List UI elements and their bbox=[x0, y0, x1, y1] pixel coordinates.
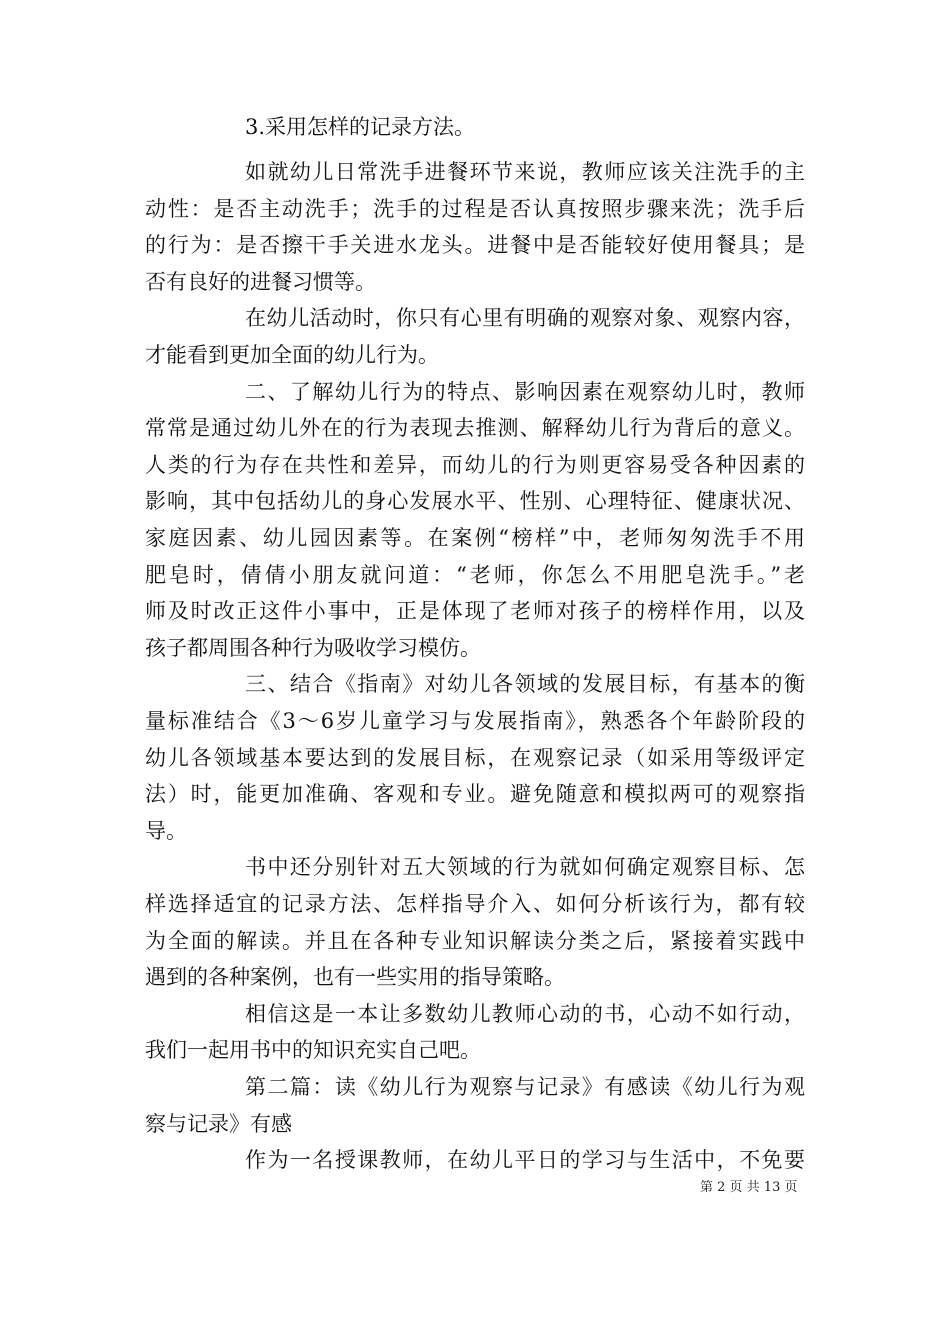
text-line: 遇到的各种案例，也有一些实用的指导策略。 bbox=[145, 965, 565, 990]
text-line: 导。 bbox=[145, 818, 187, 843]
text-line: 师及时改正这件小事中，正是体现了老师对孩子的榜样作用，以及 bbox=[145, 599, 805, 624]
text-line: 相信这是一本让多数幼儿教师心动的书，心动不如行动， bbox=[245, 1001, 805, 1026]
text-line: 样选择适宜的记录方法、怎样指导介入、如何分析该行为，都有较 bbox=[145, 892, 805, 916]
text-line: 孩子都周围各种行为吸收学习模仿。 bbox=[145, 635, 481, 660]
text-line: 书中还分别针对五大领域的行为就如何确定观察目标、怎 bbox=[245, 855, 805, 880]
text-line: 常常是通过幼儿外在的行为表现去推测、解释幼儿行为背后的意义。 bbox=[145, 416, 805, 441]
text-line: 二、了解幼儿行为的特点、影响因素在观察幼儿时，教师 bbox=[245, 379, 805, 404]
text-line: 人类的行为存在共性和差异，而幼儿的行为则更容易受各种因素的 bbox=[145, 452, 805, 477]
text-line: 三、结合《指南》对幼儿各领域的发展目标，有基本的衡 bbox=[245, 672, 805, 697]
text-line: 动性：是否主动洗手；洗手的过程是否认真按照步骤来洗；洗手后 bbox=[145, 196, 805, 221]
text-line: 量标准结合《3～6岁儿童学习与发展指南》，熟悉各个年龄阶段的 bbox=[145, 709, 805, 733]
text-line: 肥皂时，倩倩小朋友就问道：“老师，你怎么不用肥皂洗手。”老 bbox=[145, 562, 805, 587]
text-line: 否有良好的进餐习惯等。 bbox=[145, 269, 376, 294]
text-line: 法）时，能更加准确、客观和专业。避免随意和模拟两可的观察指 bbox=[145, 782, 805, 807]
page-footer: 第 2 页 共 13 页 bbox=[700, 1180, 798, 1195]
text-line: 如就幼儿日常洗手进餐环节来说，教师应该关注洗手的主 bbox=[245, 160, 805, 184]
text-line: 在幼儿活动时，你只有心里有明确的观察对象、观察内容， bbox=[245, 306, 805, 331]
text-line: 才能看到更加全面的幼儿行为。 bbox=[145, 343, 439, 367]
text-line: 影响，其中包括幼儿的身心发展水平、性别、心理特征、健康状况、 bbox=[145, 489, 805, 514]
text-line: 的行为：是否擦干手关进水龙头。进餐中是否能较好使用餐具；是 bbox=[145, 233, 805, 258]
text-line: 3.采用怎样的记录方法。 bbox=[245, 115, 476, 139]
text-line: 幼儿各领域基本要达到的发展目标，在观察记录（如采用等级评定 bbox=[145, 745, 805, 770]
text-line: 为全面的解读。并且在各种专业知识解读分类之后，紧接着实践中 bbox=[145, 928, 805, 953]
text-line: 我们一起用书中的知识充实自己吧。 bbox=[145, 1038, 481, 1063]
text-line: 第二篇：读《幼儿行为观察与记录》有感读《幼儿行为观 bbox=[245, 1075, 805, 1099]
text-line: 家庭因素、幼儿园因素等。在案例“榜样”中，老师匆匆洗手不用 bbox=[145, 526, 805, 550]
text-line: 察与记录》有感 bbox=[145, 1111, 292, 1136]
text-line: 作为一名授课教师，在幼儿平日的学习与生活中，不免要 bbox=[245, 1148, 805, 1173]
